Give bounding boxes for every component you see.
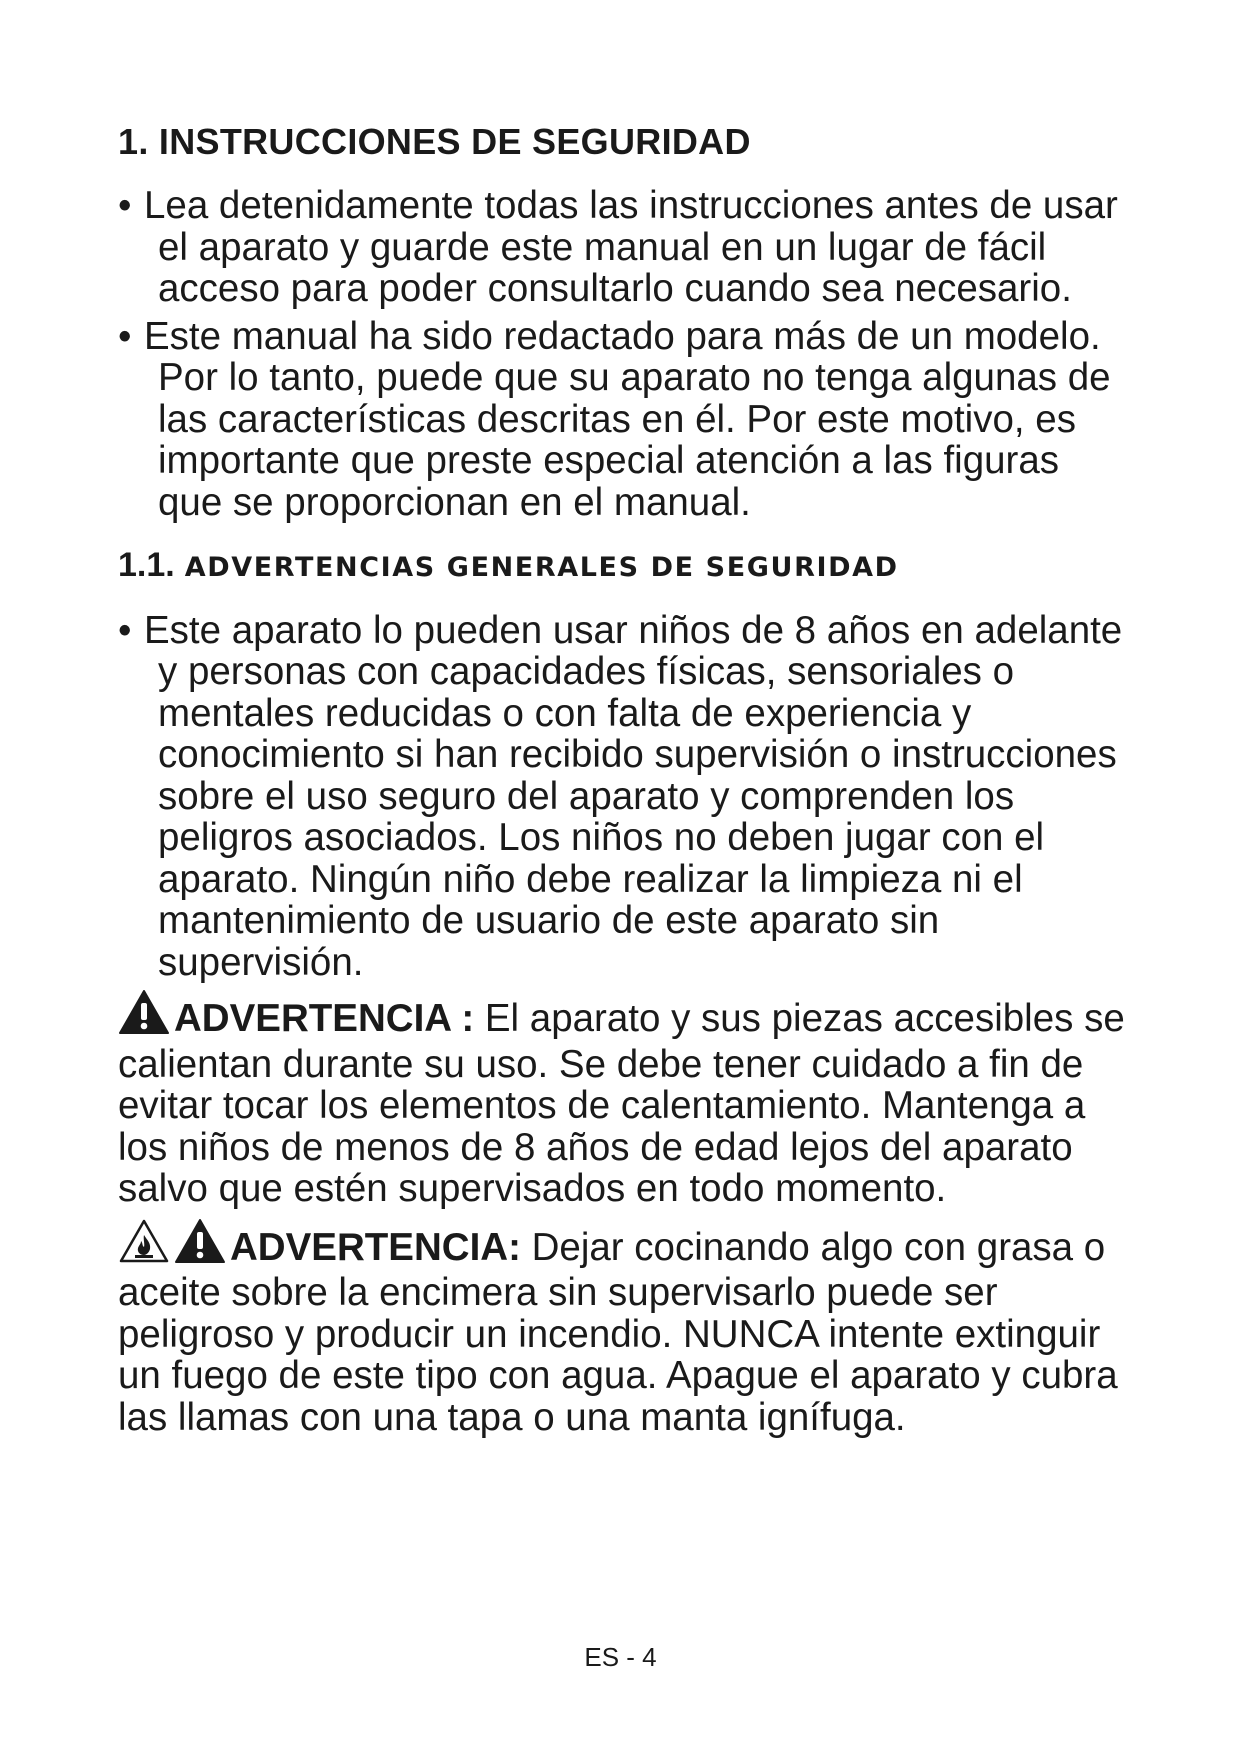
bullet-text: Este manual ha sido redactado para más de un modelo. Por lo tanto, puede que su aparato no tenga algunas de las características descritas en él. Por este motivo, es importante que preste especial atención a las figuras que se proporcionan en el manual.: [144, 314, 1111, 524]
warning-triangle-icon: [118, 989, 170, 1044]
bullet-text: Lea detenidamente todas las instrucciones antes de usar el aparato y guarde este manual en un lugar de fácil acceso para poder consultarlo cuando sea necesario.: [144, 184, 1118, 311]
warning-triangle-icon: [174, 1218, 226, 1273]
subsection-heading: [118, 545, 1128, 586]
bullet-item: [118, 610, 1128, 984]
warning-text: Dejar cocinando algo con grasa o aceite sobre la encimera sin supervisarlo puede ser peligroso y producir un incendio. NUNCA intente extinguir un fuego de este tipo con agua. Apague el aparato y cubra las llamas con una tapa o una manta ignífuga.: [118, 1225, 1118, 1439]
subsection-number: 1.1.: [118, 546, 175, 585]
bullet-dot: •: [118, 184, 132, 228]
manual-page: [118, 120, 1128, 1446]
warning-label: ADVERTENCIA :: [174, 997, 475, 1041]
bullet-dot: •: [118, 314, 132, 358]
bullet-item: [118, 185, 1128, 310]
warning-paragraph-1: [118, 989, 1128, 1210]
warning-text: El aparato y sus piezas accesibles se calientan durante su uso. Se debe tener cuidado a fin de evitar tocar los elementos de calentamiento. Mantenga a los niños de menos de 8 años de edad lejos del aparato salvo que estén supervisados en todo momento.: [118, 997, 1125, 1211]
section-title: 1. INSTRUCCIONES DE SEGURIDAD: [118, 121, 751, 162]
fire-hazard-icon: [118, 1218, 170, 1273]
warning-paragraph-2: [118, 1218, 1128, 1439]
bullet-item: [118, 316, 1128, 524]
subsection-title: ADVERTENCIAS GENERALES DE SEGURIDAD: [184, 552, 899, 584]
bullet-dot: •: [118, 608, 132, 652]
page-number: ES - 4: [584, 1642, 657, 1672]
warning-label: ADVERTENCIA:: [230, 1225, 521, 1269]
bullet-text: Este aparato lo pueden usar niños de 8 años en adelante y personas con capacidades físicas, sensoriales o mentales reducidas o con falta de experiencia y conocimiento si han recibido supervisión o instrucciones sobre el uso seguro del aparato y comprenden los peligros asociados. Los niños no deben jugar con el aparato. Ningún niño debe realizar la limpieza ni el mantenimiento de usuario de este aparato sin supervisión.: [144, 608, 1123, 984]
